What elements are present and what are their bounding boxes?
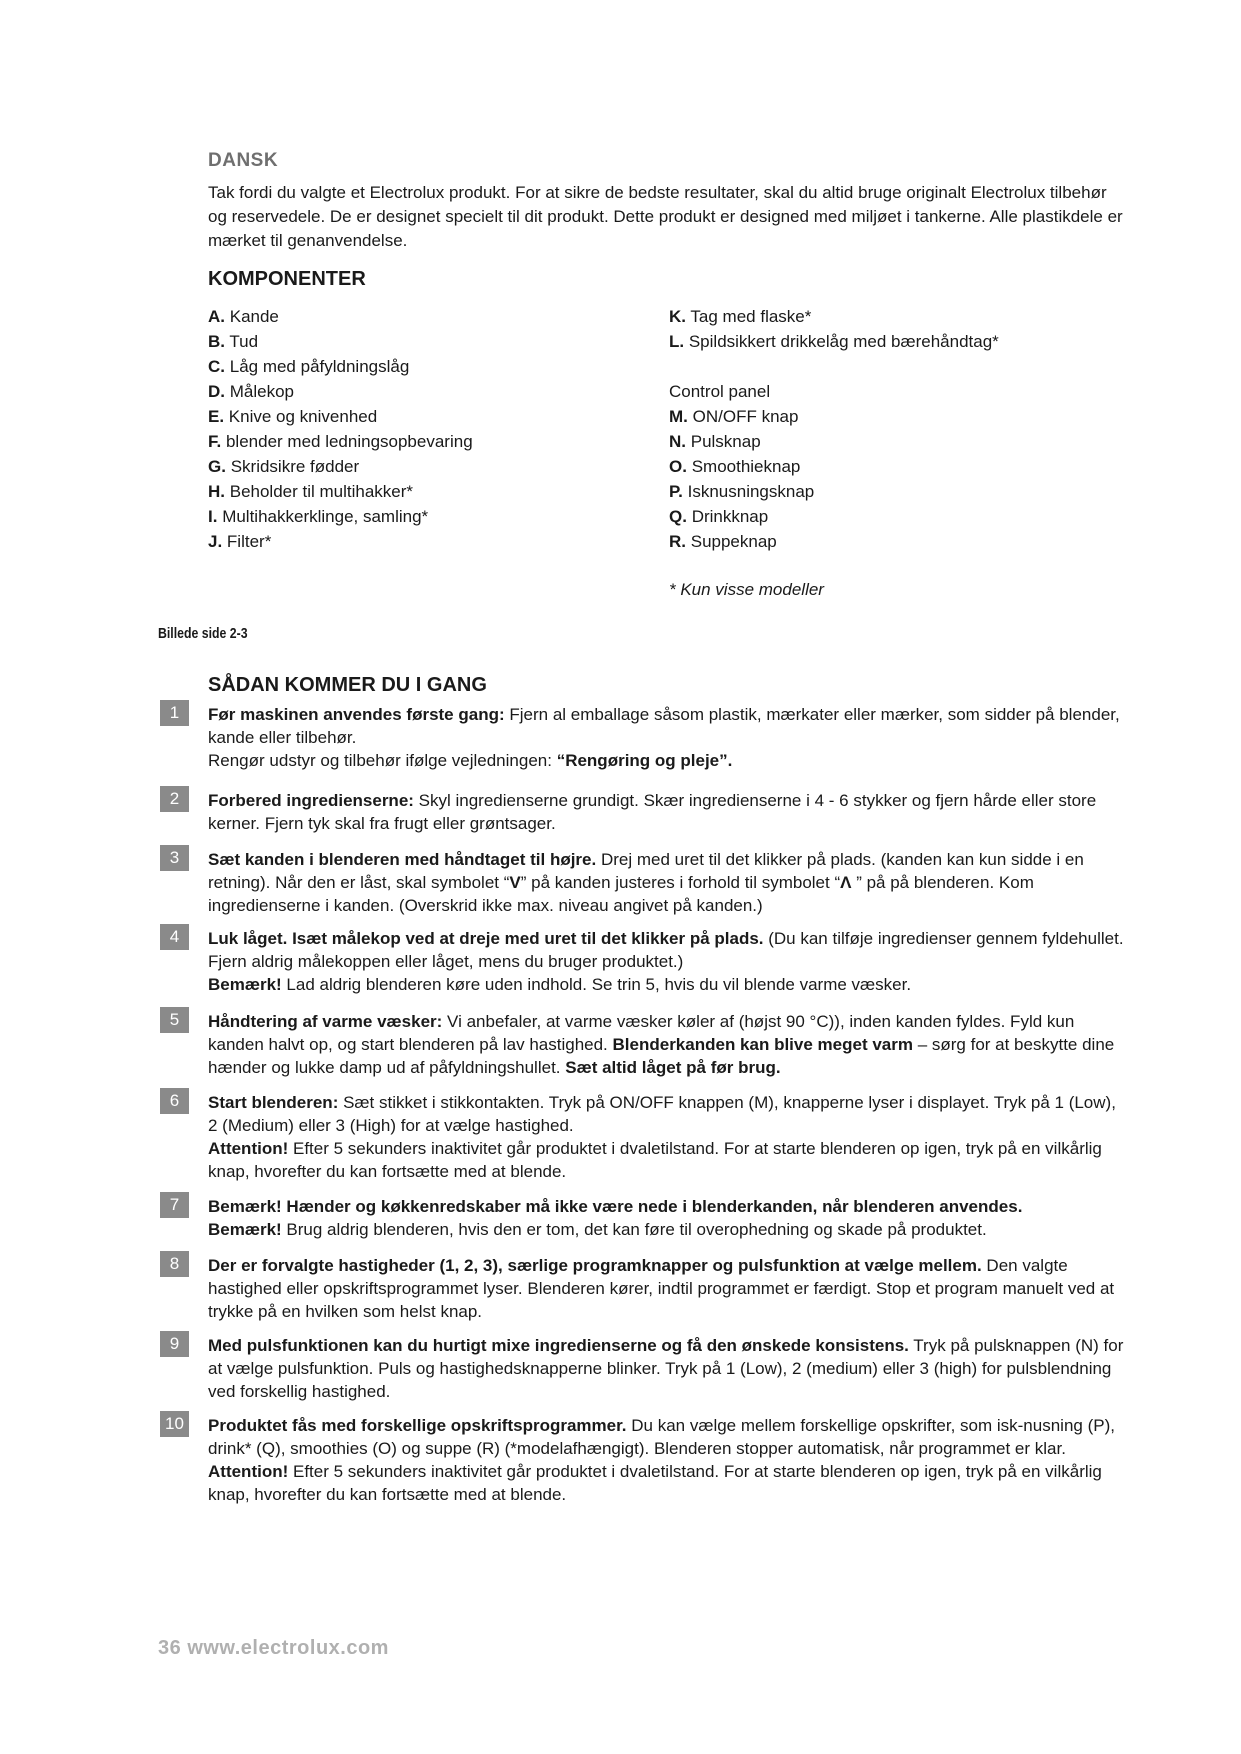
step-number-badge: 8 [160,1251,189,1277]
step-4: Luk låget. Isæt målekop ved at dreje med uret til det klikker på plads. (Du kan tilføje ingredienser gennem fyldehullet. Fjern aldrig målekoppen eller låget, mens du bruger produktet.) Bemærk! Lad aldrig blenderen køre uden indhold. Se trin 5, hvis du vil blende varme væsker. [208,929,1124,994]
down-arrow-symbol: V [509,873,521,892]
component-item: J. Filter* [208,532,272,551]
footer-url: www.electrolux.com [187,1637,389,1659]
page-footer [158,1637,389,1660]
component-item: G. Skridsikre fødder [208,457,360,476]
intro-paragraph: Tak fordi du valgte et Electrolux produkt. For at sikre de bedste resultater, skal du altid bruge originalt Electrolux tilbehør og reservedele. De er designet specielt til dit produkt. Dette produkt er designed med miljøet i tankerne. Alle plastikdele er mærket til genanvendelse. [208,183,1123,250]
spacer [669,354,999,379]
step-number-badge: 5 [160,1007,189,1033]
step-number-badge: 9 [160,1331,189,1357]
step-number-badge: 6 [160,1088,189,1114]
component-item: D. Målekop [208,382,294,401]
component-item: O. Smoothieknap [669,457,801,476]
up-arrow-symbol: Λ [840,873,852,892]
step-5: Håndtering af varme væsker: Vi anbefaler, at varme væsker køler af (højst 90 °C)), inden kanden fyldes. Fyld kun kanden halvt op, og start blenderen på lav hastighed. Blenderkanden kan blive meget varm – sørg for at beskytte dine hænder og lukke damp ud af påfyldningshullet. Sæt altid låget på før brug. [208,1012,1115,1077]
step-number-badge: 7 [160,1192,189,1218]
component-item: K. Tag med flaske* [669,307,812,326]
components-list-right [669,304,999,554]
component-item: L. Spildsikkert drikkelåg med bærehåndtag* [669,332,999,351]
step-2: Forbered ingredienserne: Skyl ingredienserne grundigt. Skær ingredienserne i 4 - 6 stykker og fjern hårde eller store kerner. Fjern tyk skal fra frugt eller grøntsager. [208,791,1097,833]
step-number-badge: 10 [160,1411,189,1437]
step-9: Med pulsfunktionen kan du hurtigt mixe ingredienserne og få den ønskede konsistens. Tryk på pulsknappen (N) for at vælge pulsfunktion. Puls og hastighedsknapperne blinker. Tryk på 1 (Low), 2 (medium) eller 3 (high) for pulsblendning ved forskellig hastighed. [208,1336,1124,1401]
step-1: Før maskinen anvendes første gang: Fjern al emballage såsom plastik, mærkater eller mærker, som sidder på blender, kande eller tilbehør. Rengør udstyr og tilbehør ifølge vejledningen: “Rengøring og pleje”. [208,705,1120,770]
step-8: Der er forvalgte hastigheder (1, 2, 3), særlige programknapper og pulsfunktion at vælge mellem. Den valgte hastighed eller opskriftsprogrammet lyser. Blenderen kører, indtil programmet er færdigt. Stop et program manuelt ved at trykke på en hvilken som helst knap. [208,1256,1115,1321]
component-item: M. ON/OFF knap [669,407,799,426]
step-number-badge: 3 [160,845,189,871]
component-item: I. Multihakkerklinge, samling* [208,507,429,526]
step-7: Bemærk! Hænder og køkkenredskaber må ikke være nede i blenderkanden, når blenderen anvendes. Bemærk! Brug aldrig blenderen, hvis den er tom, det kan føre til overophedning og skade på produktet. [208,1197,1023,1239]
getting-started-heading: SÅDAN KOMMER DU I GANG [208,674,487,696]
control-panel-label: Control panel [669,382,771,401]
component-item: E. Knive og knivenhed [208,407,378,426]
step-6: Start blenderen: Sæt stikket i stikkontakten. Tryk på ON/OFF knappen (M), knapperne lyser i displayet. Tryk på 1 (Low), 2 (Medium) eller 3 (High) for at vælge hastighed. Attention! Efter 5 sekunders inaktivitet går produktet i dvaletilstand. For at starte blenderen op igen, tryk på en vilkårlig knap, hvorefter du kan fortsætte med at blende. [208,1093,1116,1181]
step-3: Sæt kanden i blenderen med håndtaget til højre. Drej med uret til det klikker på plads. (kanden kan kun sidde i en retning). Når den er låst, skal symbolet “V” på kanden justeres i forhold til symbolet “Λ ” på på blenderen. Kom ingredienserne i kanden. (Overskrid ikke max. niveau angivet på kanden.) [208,850,1084,915]
component-item: A. Kande [208,307,279,326]
models-footnote: * Kun visse modeller [669,580,824,599]
components-list-left [208,304,473,554]
language-heading: DANSK [208,150,279,171]
step-10: Produktet fås med forskellige opskriftsprogrammer. Du kan vælge mellem forskellige opskrifter, som isk-nusning (P), drink* (Q), smoothies (O) og suppe (R) (*modelafhængigt). Blenderen stopper automatisk, når programmet er klar. Attention! Efter 5 sekunders inaktivitet går produktet i dvaletilstand. For at starte blenderen op igen, tryk på en vilkårlig knap, hvorefter du kan fortsætte med at blende. [208,1416,1115,1504]
figure-reference: Billede side 2-3 [158,625,248,642]
component-item: C. Låg med påfyldningslåg [208,357,410,376]
step-number-badge: 2 [160,786,189,812]
component-item: H. Beholder til multihakker* [208,482,414,501]
component-item: F. blender med ledningsopbevaring [208,432,473,451]
page-number: 36 [158,1637,182,1659]
component-item: Q. Drinkknap [669,507,769,526]
component-item: N. Pulsknap [669,432,761,451]
component-item: R. Suppeknap [669,532,777,551]
components-heading: KOMPONENTER [208,268,366,290]
step-number-badge: 1 [160,700,189,726]
component-item: P. Isknusningsknap [669,482,815,501]
step-number-badge: 4 [160,924,189,950]
component-item: B. Tud [208,332,259,351]
